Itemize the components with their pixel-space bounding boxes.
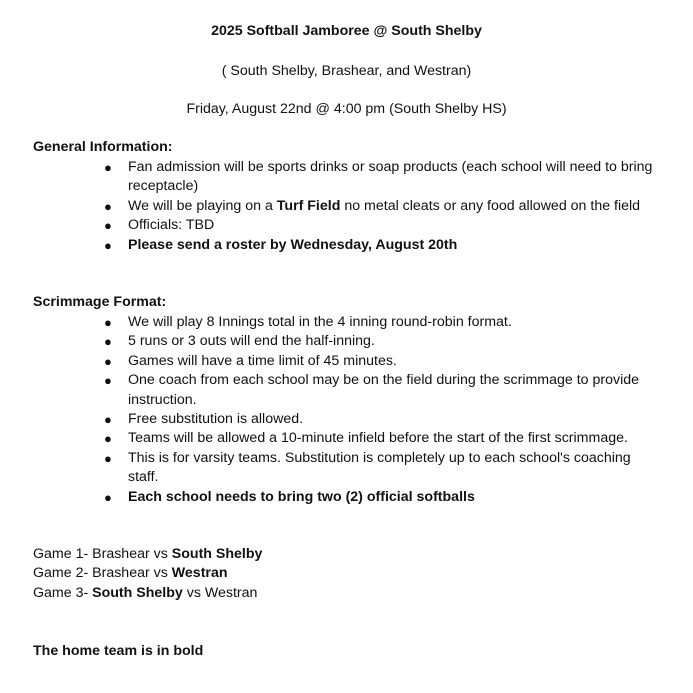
list-item: ● One coach from each school may be on the field during the scrimmage to provide instruction. <box>104 372 640 408</box>
bullet-icon: ● <box>104 160 112 175</box>
bullet-icon: ● <box>104 412 112 428</box>
scrimmage-format-list <box>0 313 658 507</box>
event-date: Friday, August 22nd @ 4:00 pm (South Shelby HS) <box>186 101 507 117</box>
list-item: ● Teams will be allowed a 10-minute infield before the start of the first scrimmage. <box>0 429 658 448</box>
bullet-icon: ● <box>104 450 112 466</box>
bullet-icon: ● <box>104 353 112 369</box>
list-item: ● Fan admission will be sports drinks or soap products (each school will need to bring receptacle) <box>104 159 653 195</box>
bullet-icon: ● <box>104 431 112 447</box>
bullet-icon: ● <box>104 489 112 505</box>
game-2-line: Game 2- Brashear vs Westran <box>33 565 228 582</box>
participating-schools: ( South Shelby, Brashear, and Westran) <box>221 63 472 79</box>
bullet-icon: ● <box>104 198 112 214</box>
list-item: ● Free substitution is allowed. <box>0 410 658 429</box>
list-item: ● This is for varsity teams. Substitution is completely up to each school's coaching staff. <box>104 449 631 486</box>
game-1-line: Game 1- Brashear vs South Shelby <box>33 546 263 562</box>
page-title: 2025 Softball Jamboree @ South Shelby <box>211 23 482 39</box>
list-item: ● Games will have a time limit of 45 minutes. <box>0 352 658 371</box>
bullet-icon: ● <box>104 334 112 350</box>
list-item: ● Each school needs to bring two (2) official softballs <box>0 488 658 507</box>
bullet-icon: ● <box>104 373 112 389</box>
list-item: ● We will play 8 Innings total in the 4 inning round-robin format. <box>0 313 658 332</box>
turf-field-emphasis: Turf Field <box>276 197 341 214</box>
home-team: South Shelby <box>171 546 263 562</box>
general-info-heading: General Information: <box>33 139 173 155</box>
list-item: ● Please send a roster by Wednesday, August 20th <box>0 236 658 255</box>
bullet-icon: ● <box>104 237 112 253</box>
bullet-icon: ● <box>104 315 112 330</box>
game-3-line: Game 3- South Shelby vs Westran <box>33 584 258 601</box>
list-item: ● We will be playing on a Turf Field no metal cleats or any food allowed on the field <box>0 197 658 216</box>
bullet-icon: ● <box>104 218 112 234</box>
list-item: ● 5 runs or 3 outs will end the half-inning. <box>0 332 658 351</box>
list-item: ● Officials: TBD <box>0 216 658 235</box>
home-team: South Shelby <box>92 584 183 601</box>
home-team-note: The home team is in bold <box>33 643 204 659</box>
general-info-list <box>0 158 658 255</box>
home-team: Westran <box>171 565 228 582</box>
game-schedule <box>33 545 262 603</box>
scrimmage-format-heading: Scrimmage Format: <box>33 294 167 310</box>
